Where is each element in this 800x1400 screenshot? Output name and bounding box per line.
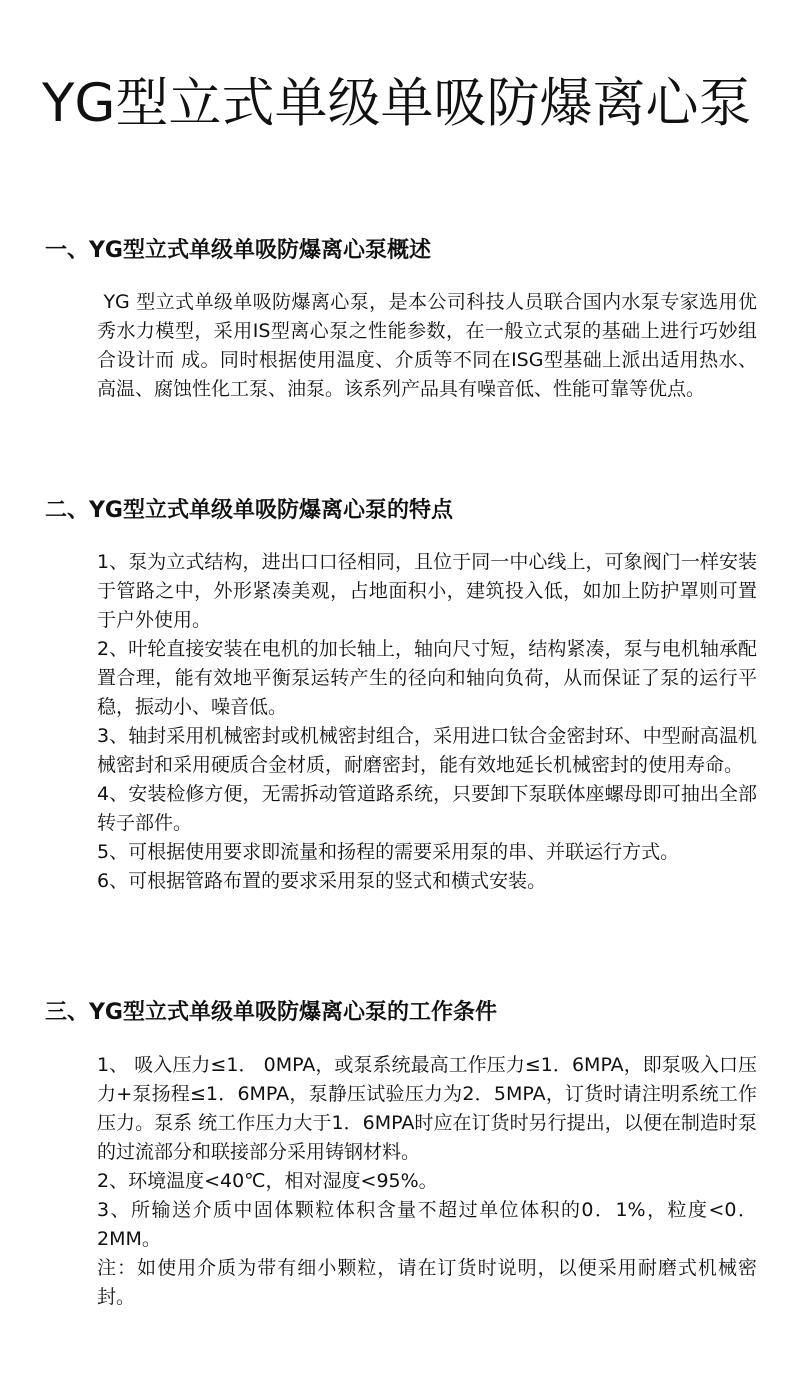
feature-item-5: 5、可根据使用要求即流量和扬程的需要采用泵的串、并联运行方式。 [97, 841, 680, 863]
condition-item-2: 2、环境温度<40℃，相对湿度<95%。 [97, 1170, 438, 1192]
section-body-features [97, 548, 757, 896]
feature-item-3: 3、轴封采用机械密封或机械密封组合，采用进口钛合金密封环、中型耐高温机械密封和采用硬质合金材质，耐磨密封，能有效地延长机械密封的使用寿命。 [97, 725, 757, 776]
page-title: YG型立式单级单吸防爆离心泵 [42, 73, 752, 134]
condition-item-1: 1、 吸入压力≤1． 0MPA，或泵系统最高工作压力≤1．6MPA，即泵吸入口压力+泵扬程≤1．6MPA，泵静压试验压力为2．5MPA，订货时请注明系统工作压力。泵系 统工作压力大于1．6MPA时应在订货时另行提出，以便在制造时泵的过流部分和联接部分采用铸钢材料。 [97, 1054, 757, 1163]
condition-item-3: 3、所输送介质中固体颗粒体积含量不超过单位体积的0．1%，粒度<0．2MM。 [97, 1199, 757, 1250]
paragraph: YG 型立式单级单吸防爆离心泵，是本公司科技人员联合国内水泵专家选用优秀水力模型，采用IS型离心泵之性能参数，在一般立式泵的基础上进行巧妙组合设计而 成。同时根据使用温度、介质等不同在ISG型基础上派出适用热水、高温、腐蚀性化工泵、油泵。该系列产品具有噪音低、性能可靠等优点。 [97, 291, 757, 400]
section-body-overview [97, 288, 757, 404]
section-heading-overview: 一、YG型立式单级单吸防爆离心泵概述 [45, 238, 431, 263]
feature-item-2: 2、叶轮直接安装在电机的加长轴上，轴向尺寸短，结构紧凑，泵与电机轴承配置合理，能有效地平衡泵运转产生的径向和轴向负荷，从而保证了泵的运行平稳，振动小、噪音低。 [97, 638, 757, 718]
feature-item-4: 4、安装检修方便，无需拆动管道路系统，只要卸下泵联体座螺母即可抽出全部转子部件。 [97, 783, 757, 834]
section-heading-features: 二、YG型立式单级单吸防爆离心泵的特点 [45, 498, 453, 523]
section-body-working-conditions [97, 1051, 757, 1312]
feature-item-1: 1、泵为立式结构，进出口口径相同，且位于同一中心线上，可象阀门一样安装于管路之中，外形紧凑美观，占地面积小，建筑投入低，如加上防护罩则可置于户外使用。 [97, 551, 757, 631]
section-heading-working-conditions: 三、YG型立式单级单吸防爆离心泵的工作条件 [45, 1000, 497, 1025]
condition-note: 注：如使用介质为带有细小颗粒，请在订货时说明，以便采用耐磨式机械密封。 [97, 1257, 757, 1308]
feature-item-6: 6、可根据管路布置的要求采用泵的竖式和横式安装。 [97, 870, 547, 892]
